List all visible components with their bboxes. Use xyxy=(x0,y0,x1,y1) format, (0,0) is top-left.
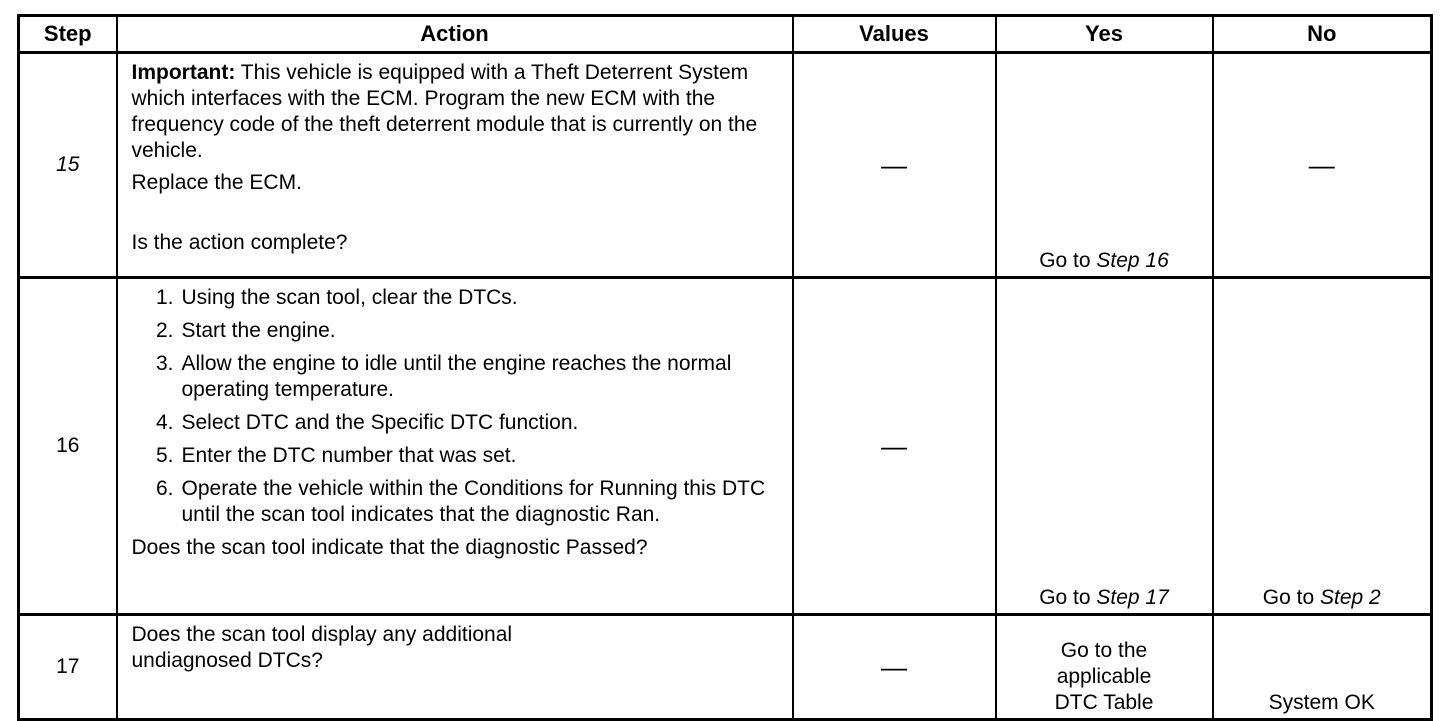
table-row xyxy=(19,615,1432,720)
yes-line: DTC Table xyxy=(1054,691,1154,714)
yes-cell xyxy=(996,278,1213,615)
item-number: 3. xyxy=(155,352,174,375)
item-number: 1. xyxy=(155,286,174,309)
values-cell: — xyxy=(793,278,996,615)
step-number: 15 xyxy=(19,53,117,278)
table-row xyxy=(19,278,1432,615)
no-cell xyxy=(1213,278,1432,615)
header-values: Values xyxy=(793,16,996,53)
list-item xyxy=(132,318,782,344)
item-text: Select DTC and the Specific DTC function. xyxy=(181,411,579,434)
item-number: 2. xyxy=(155,319,174,342)
question-text: Does the scan tool display any additional undiagnosed DTCs? xyxy=(131,623,513,672)
list-item xyxy=(132,285,782,311)
no-step-link: Step 2 xyxy=(1319,586,1381,609)
instruction-text: Replace the ECM. xyxy=(131,171,302,194)
header-no: No xyxy=(1213,16,1432,53)
yes-prefix: Go to xyxy=(1039,586,1097,609)
table-row xyxy=(19,53,1432,278)
question-text: Is the action complete? xyxy=(131,231,348,254)
yes-prefix: Go to xyxy=(1039,249,1097,272)
list-item xyxy=(132,476,782,528)
item-text: Operate the vehicle within the Conditions for Running this DTC until the scan tool indicates that the diagnostic Ran. xyxy=(181,477,766,526)
item-text: Using the scan tool, clear the DTCs. xyxy=(181,286,518,309)
list-item xyxy=(132,410,782,436)
item-number: 4. xyxy=(155,411,174,434)
procedure-list xyxy=(132,285,782,528)
values-cell: — xyxy=(793,53,996,278)
no-cell: System OK xyxy=(1213,615,1432,720)
header-action: Action xyxy=(117,16,793,53)
important-text: This vehicle is equipped with a Theft Deterrent System which interfaces with the ECM. Program the new ECM with the frequency code of the theft deterrent module that is currently on the vehicle. xyxy=(131,61,758,162)
diagnostic-table xyxy=(17,14,1433,721)
header-yes: Yes xyxy=(996,16,1213,53)
important-label: Important: xyxy=(131,61,236,84)
list-item xyxy=(132,351,782,403)
yes-line: applicable xyxy=(1056,665,1152,688)
item-text: Enter the DTC number that was set. xyxy=(181,444,517,467)
yes-cell xyxy=(996,615,1213,720)
item-number: 5. xyxy=(155,444,174,467)
action-cell xyxy=(117,615,793,720)
header-row xyxy=(19,16,1432,53)
item-text: Allow the engine to idle until the engine reaches the normal operating temperature. xyxy=(181,352,732,401)
action-cell xyxy=(117,278,793,615)
yes-cell xyxy=(996,53,1213,278)
item-number: 6. xyxy=(155,477,174,500)
step-number: 17 xyxy=(19,615,117,720)
list-item xyxy=(132,443,782,469)
header-step: Step xyxy=(19,16,117,53)
yes-line: Go to the xyxy=(1060,639,1148,662)
important-note xyxy=(132,60,782,164)
yes-step-link: Step 17 xyxy=(1096,586,1169,609)
values-cell: — xyxy=(793,615,996,720)
step-number: 16 xyxy=(19,278,117,615)
no-cell: — xyxy=(1213,53,1432,278)
question-text: Does the scan tool indicate that the diagnostic Passed? xyxy=(131,536,648,559)
yes-step-link: Step 16 xyxy=(1096,249,1169,272)
item-text: Start the engine. xyxy=(181,319,336,342)
no-prefix: Go to xyxy=(1262,586,1320,609)
action-cell xyxy=(117,53,793,278)
